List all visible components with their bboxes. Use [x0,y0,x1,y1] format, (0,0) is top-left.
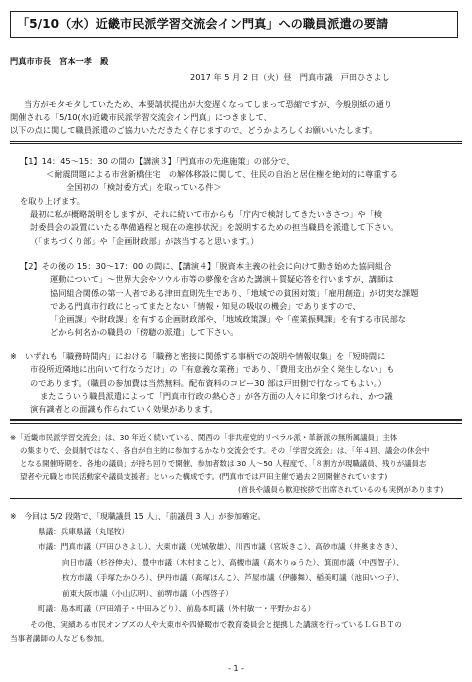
page-number: - 1 - [228,664,244,673]
addressee: 門真市市長 宮本一孝 殿 [10,56,109,66]
note-line: ※ いずれも「職務時間内」における「職務と密接に関係する事柄での説明や情報収集」を「短時間に [10,351,386,361]
item1-line: 討委員会の設置にいたる準備過程と現在の進捗状況」を説明するための担当職員を派遣して下さい。 [30,222,399,232]
participant-line: 市議：門真市議（戸田ひさよし）、大東市議（光城敬雄）、川西市議（宮坂きこ）、高砂市議（井奥まさき）、 [38,542,403,551]
item2-line: 「企画課」や財政課」を有する企画財政部や、「地域政策課」や「産業振興課」を有する市民部な [50,314,406,324]
item2-line: である門真市行政にとってまたとない「情報・知見の吸収の機会」でありますので、 [50,301,361,311]
footnote-line: (首長や議員ら歓迎挨拶で出席されているのも実例があります) [238,485,444,494]
participant-line: 町議：島本町議（戸田靖子・中田みどり）、前島本町議（外村敏一・平野かおる） [38,604,316,613]
footnote-line: ※「近畿市民派学習交流会」は、30 年近く続いている、関西の「非共産党的リベラル派・革新派の無所属議員」主体 [10,433,398,442]
item1-line: 最初に私が概略説明をしますが、それに続いて市からも「庁内で検討してきたいきさつ」や「検 [30,209,383,219]
item1-line: ＜耐震問題による市営新橋住宅 の解体移設に関して、住民の自治と居住権を絶対的に尊重する [46,169,398,179]
item2-line: 【2】その後の 15：30～17：00 の間に、【講演４】「脱資本主義の社会に向けて動き始めた協同組合 [20,261,392,271]
section-divider [10,498,462,499]
intro-line: 開催される「5/10(水)近畿市民派学習交流会イン門真」につきまして、 [10,112,272,122]
participant-line: 枚方市議（手塚たかひろ）、伊丹市議（髙塚ほんこ）、芦屋市議（伊藤舞）、稲美町議（池田いつ子）、 [62,573,404,582]
note-line: 演有識者との面識も作られていく効果があります。 [30,404,218,414]
section-divider [10,419,462,421]
participant-line: 県議：兵庫県議（丸尾牧） [38,527,130,536]
footnote-line: の集まりで、会員制ではなく、各自が自主的に参加するかなり交流会です。その「学習交流会」は、「年４回、議会の休会中 [20,446,430,455]
closing-line: 当事者講師の人なども参加。 [10,634,109,643]
participant-line: 前東大阪市議（小山広明）、前堺市議（小西啓子） [62,589,233,598]
closing-line: その他、実績ある市民オンブズの人や大東市や四條畷市で教育委員会と提携した講演を行っているＬＧＢＴの [30,620,402,629]
participants-intro: ※ 今回は 5/2 段階で、「現職議員 15 人」、「前議員 3 人」が参加確定。 [10,512,266,521]
section-divider [10,141,462,144]
document-title: 「5/10（水）近畿市民派学習交流会イン門真」への職員派遣の要請 [10,11,458,38]
intro-line: 当方がモタモタしていたため、本要請状提出が大変遅くなってしまって恐縮ですが、今般別紙の通り [24,99,393,109]
item1-line: 【1】14：45～15：30 の間の【講演３】「門真市の先進施策」の部分で、 [20,156,295,166]
item2-line: 運動について」～世界大会やソウル市等の夢像を含めた講演＋質疑応答を行いますが、講師は [50,274,394,284]
footnote-line: 望者や元職と市民活動家や議員支援者」といった構成です。(門真市では戸田主催で過去２回開催されています) [20,472,388,481]
footnote-line: となる開催時期を、各地の議員」が持ち回りで開催、参加者数は 30 人～50 人程度で、「８割方が現職議員、残りが議員志 [20,459,427,468]
item1-line: を取り上げます。 [20,196,85,206]
section-divider [10,423,462,424]
participant-line: 向日市議（杉谷伸夫）、豊中市議（木村まこと）、高槻市議（髙木りゅうた）、箕面市議（中西智子）、 [62,558,404,567]
note-line: またこういう職員派遣によって「門真市行政の熱心さ」が各方面の人々に印象づけられ、かつ議 [40,391,393,401]
note-line: 市役所近隣地に出向いて行なうだけ」の「有意義な業務」であり、「費用支出が全く発生しない」も [30,364,395,374]
item1-line: （「まちづくり部」や「企画財政部」が該当すると思います。） [30,236,259,246]
note-line: のであります。（職員の参加費は当然無料。配布資料のコピー30 部は戸田側で行なってもよい。） [30,378,386,388]
item2-line: どから何名かの職員の「傍聴の派遣」して下さい。 [50,327,239,337]
item1-line: 全国初の「検討委方式」を取っている件＞ [66,182,222,192]
intro-line: 以下の点に関して職員派遣のご協力いただきたく存じますので、どうかよろしくお願いいたします。 [10,125,378,135]
item2-line: 協同組合関係の第一人者である津田直則先生であり、「地域での貧困対策」「雇用創造」が切実な課題 [50,288,419,298]
sender-line: 2017 年 5 月 2 日（火）昼 門真市議 戸田ひさよし [190,72,390,82]
